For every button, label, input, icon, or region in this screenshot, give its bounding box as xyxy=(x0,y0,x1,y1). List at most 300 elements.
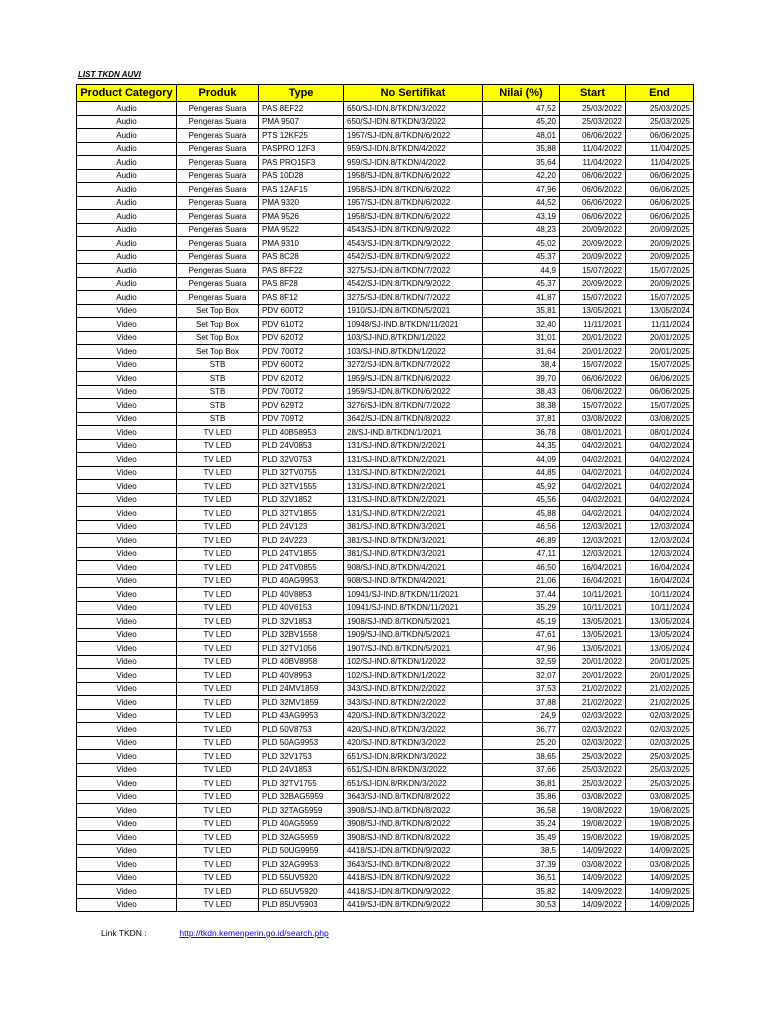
header-start: Start xyxy=(560,85,626,102)
cell-start: 12/03/2021 xyxy=(560,534,626,548)
cell-end: 02/03/2025 xyxy=(626,723,694,737)
cell-nilai: 35,81 xyxy=(483,304,560,318)
cell-end: 25/03/2025 xyxy=(626,777,694,791)
cell-nilai: 38,65 xyxy=(483,750,560,764)
cell-nilai: 47,11 xyxy=(483,547,560,561)
cell-category: Video xyxy=(77,426,177,440)
cell-produk: TV LED xyxy=(177,642,259,656)
cell-type: PLD 32TV1056 xyxy=(259,642,344,656)
cell-certificate: 1959/SJ-IDN.8/TKDN/6/2022 xyxy=(344,372,483,386)
cell-type: PLD 65UV5920 xyxy=(259,885,344,899)
table-row xyxy=(77,466,694,480)
cell-category: Video xyxy=(77,898,177,912)
table-row xyxy=(77,399,694,413)
cell-produk: TV LED xyxy=(177,817,259,831)
cell-start: 10/11/2021 xyxy=(560,601,626,615)
cell-produk: TV LED xyxy=(177,534,259,548)
cell-certificate: 908/SJ-IND.8/TKDN/4/2021 xyxy=(344,561,483,575)
cell-produk: Pengeras Suara xyxy=(177,264,259,278)
cell-type: PLD 32V1753 xyxy=(259,750,344,764)
cell-produk: TV LED xyxy=(177,439,259,453)
cell-end: 25/03/2025 xyxy=(626,750,694,764)
cell-type: PMA 9526 xyxy=(259,210,344,224)
cell-produk: TV LED xyxy=(177,547,259,561)
cell-start: 06/06/2022 xyxy=(560,196,626,210)
cell-produk: Pengeras Suara xyxy=(177,277,259,291)
cell-start: 12/03/2021 xyxy=(560,547,626,561)
cell-produk: TV LED xyxy=(177,736,259,750)
cell-type: PLD 40V8953 xyxy=(259,669,344,683)
cell-type: PLD 85UV5903 xyxy=(259,898,344,912)
cell-produk: Set Top Box xyxy=(177,304,259,318)
cell-start: 16/04/2021 xyxy=(560,574,626,588)
cell-category: Audio xyxy=(77,250,177,264)
cell-end: 25/03/2025 xyxy=(626,763,694,777)
cell-nilai: 38,5 xyxy=(483,844,560,858)
table-header xyxy=(77,85,694,102)
cell-category: Video xyxy=(77,466,177,480)
cell-end: 20/09/2025 xyxy=(626,223,694,237)
table-row xyxy=(77,628,694,642)
cell-end: 12/03/2024 xyxy=(626,534,694,548)
cell-start: 08/01/2021 xyxy=(560,426,626,440)
cell-category: Video xyxy=(77,723,177,737)
cell-category: Video xyxy=(77,601,177,615)
cell-produk: TV LED xyxy=(177,574,259,588)
cell-category: Video xyxy=(77,885,177,899)
table-row xyxy=(77,669,694,683)
header-row xyxy=(77,85,694,102)
cell-end: 03/08/2025 xyxy=(626,412,694,426)
cell-category: Audio xyxy=(77,169,177,183)
cell-certificate: 3275/SJ-IDN.8/TKDN/7/2022 xyxy=(344,291,483,305)
cell-end: 20/01/2025 xyxy=(626,345,694,359)
cell-type: PLD 32TV1555 xyxy=(259,480,344,494)
cell-type: PDV 629T2 xyxy=(259,399,344,413)
table-row xyxy=(77,250,694,264)
cell-category: Video xyxy=(77,669,177,683)
table-row xyxy=(77,736,694,750)
cell-certificate: 103/SJ-IND.8/TKDN/1/2022 xyxy=(344,331,483,345)
table-row xyxy=(77,763,694,777)
cell-category: Video xyxy=(77,736,177,750)
cell-category: Audio xyxy=(77,102,177,116)
cell-category: Video xyxy=(77,628,177,642)
table-row xyxy=(77,412,694,426)
cell-certificate: 3643/SJ-IND.8/TKDN/8/2022 xyxy=(344,790,483,804)
cell-end: 15/07/2025 xyxy=(626,264,694,278)
cell-certificate: 1959/SJ-IDN.8/TKDN/6/2022 xyxy=(344,385,483,399)
cell-nilai: 31,01 xyxy=(483,331,560,345)
cell-category: Video xyxy=(77,372,177,386)
cell-end: 21/02/2025 xyxy=(626,682,694,696)
table-row xyxy=(77,129,694,143)
cell-certificate: 10941/SJ-IND.8/TKDN/11/2021 xyxy=(344,588,483,602)
cell-start: 04/02/2021 xyxy=(560,466,626,480)
cell-certificate: 651/SJ-IDN.8/RKDN/3/2022 xyxy=(344,763,483,777)
cell-end: 20/01/2025 xyxy=(626,655,694,669)
cell-end: 04/02/2024 xyxy=(626,480,694,494)
cell-certificate: 651/SJ-IDN.8/RKDN/3/2022 xyxy=(344,750,483,764)
cell-nilai: 35,24 xyxy=(483,817,560,831)
cell-type: PLD 43AG9953 xyxy=(259,709,344,723)
cell-category: Video xyxy=(77,507,177,521)
cell-category: Video xyxy=(77,696,177,710)
cell-category: Video xyxy=(77,777,177,791)
cell-type: PLD 24MV1859 xyxy=(259,682,344,696)
cell-certificate: 343/SJ-IND.8/TKDN/2/2022 xyxy=(344,696,483,710)
cell-nilai: 35,49 xyxy=(483,831,560,845)
cell-category: Video xyxy=(77,858,177,872)
cell-end: 14/09/2025 xyxy=(626,898,694,912)
cell-start: 19/08/2022 xyxy=(560,817,626,831)
cell-nilai: 38,38 xyxy=(483,399,560,413)
cell-start: 25/03/2022 xyxy=(560,750,626,764)
cell-end: 20/09/2025 xyxy=(626,277,694,291)
cell-start: 06/06/2022 xyxy=(560,183,626,197)
table-row xyxy=(77,142,694,156)
cell-certificate: 131/SJ-IND.8/TKDN/2/2021 xyxy=(344,480,483,494)
cell-end: 11/11/2024 xyxy=(626,318,694,332)
cell-start: 06/06/2022 xyxy=(560,210,626,224)
table-row xyxy=(77,183,694,197)
cell-nilai: 36,51 xyxy=(483,871,560,885)
cell-certificate: 10941/SJ-IND.8/TKDN/11/2021 xyxy=(344,601,483,615)
cell-produk: Pengeras Suara xyxy=(177,183,259,197)
cell-certificate: 102/SJ-IND.8/TKDN/1/2022 xyxy=(344,669,483,683)
cell-nilai: 30,53 xyxy=(483,898,560,912)
cell-type: PDV 700T2 xyxy=(259,345,344,359)
cell-end: 12/03/2024 xyxy=(626,520,694,534)
header-produk: Produk xyxy=(177,85,259,102)
table-row xyxy=(77,426,694,440)
cell-produk: Pengeras Suara xyxy=(177,237,259,251)
table-row xyxy=(77,358,694,372)
cell-category: Audio xyxy=(77,210,177,224)
cell-type: PLD 55UV5920 xyxy=(259,871,344,885)
cell-produk: Pengeras Suara xyxy=(177,129,259,143)
cell-end: 04/02/2024 xyxy=(626,439,694,453)
cell-end: 06/06/2025 xyxy=(626,372,694,386)
cell-start: 20/09/2022 xyxy=(560,277,626,291)
cell-certificate: 1907/SJ-IND.8/TKDN/5/2021 xyxy=(344,642,483,656)
cell-nilai: 32,40 xyxy=(483,318,560,332)
cell-produk: TV LED xyxy=(177,777,259,791)
table-row xyxy=(77,547,694,561)
cell-type: PAS 8F28 xyxy=(259,277,344,291)
cell-end: 13/05/2024 xyxy=(626,615,694,629)
cell-end: 06/06/2025 xyxy=(626,196,694,210)
cell-type: PLD 24TV0855 xyxy=(259,561,344,575)
cell-start: 20/09/2022 xyxy=(560,223,626,237)
cell-start: 03/08/2022 xyxy=(560,412,626,426)
cell-certificate: 131/SJ-IND.8/TKDN/2/2021 xyxy=(344,439,483,453)
cell-category: Video xyxy=(77,588,177,602)
cell-category: Video xyxy=(77,763,177,777)
cell-start: 14/09/2022 xyxy=(560,844,626,858)
cell-category: Video xyxy=(77,385,177,399)
cell-nilai: 43,19 xyxy=(483,210,560,224)
table-row xyxy=(77,574,694,588)
cell-certificate: 3275/SJ-IDN.8/TKDN/7/2022 xyxy=(344,264,483,278)
cell-start: 15/07/2022 xyxy=(560,399,626,413)
cell-category: Video xyxy=(77,547,177,561)
cell-produk: STB xyxy=(177,385,259,399)
table-row xyxy=(77,493,694,507)
cell-category: Video xyxy=(77,561,177,575)
cell-nilai: 35,86 xyxy=(483,790,560,804)
cell-certificate: 4418/SJ-IDN.8/TKDN/9/2022 xyxy=(344,844,483,858)
cell-certificate: 131/SJ-IND.8/TKDN/2/2021 xyxy=(344,466,483,480)
table-row xyxy=(77,858,694,872)
cell-type: PAS 8EF22 xyxy=(259,102,344,116)
cell-produk: STB xyxy=(177,399,259,413)
cell-category: Audio xyxy=(77,183,177,197)
table-row xyxy=(77,831,694,845)
cell-end: 11/04/2025 xyxy=(626,156,694,170)
cell-end: 25/03/2025 xyxy=(626,102,694,116)
cell-certificate: 1958/SJ-IDN.8/TKDN/6/2022 xyxy=(344,169,483,183)
cell-type: PDV 700T2 xyxy=(259,385,344,399)
table-row xyxy=(77,898,694,912)
cell-type: PLD 40BV8958 xyxy=(259,655,344,669)
cell-type: PLD 32V1852 xyxy=(259,493,344,507)
cell-start: 15/07/2022 xyxy=(560,291,626,305)
cell-type: PAS 10D28 xyxy=(259,169,344,183)
cell-end: 19/08/2025 xyxy=(626,817,694,831)
cell-category: Audio xyxy=(77,237,177,251)
cell-certificate: 4542/SJ-IDN.8/TKDN/9/2022 xyxy=(344,277,483,291)
link-label: Link TKDN : xyxy=(101,928,147,938)
cell-start: 10/11/2021 xyxy=(560,588,626,602)
tkdn-link[interactable]: http://tkdn.kemenperin.go.id/search.php xyxy=(179,928,329,938)
cell-category: Audio xyxy=(77,264,177,278)
cell-nilai: 44,09 xyxy=(483,453,560,467)
cell-end: 16/04/2024 xyxy=(626,561,694,575)
cell-certificate: 4542/SJ-IDN.8/TKDN/9/2022 xyxy=(344,250,483,264)
cell-category: Video xyxy=(77,682,177,696)
cell-produk: Pengeras Suara xyxy=(177,223,259,237)
cell-start: 25/03/2022 xyxy=(560,115,626,129)
cell-certificate: 1908/SJ-IND.8/TKDN/5/2021 xyxy=(344,615,483,629)
cell-certificate: 1909/SJ-IND.8/TKDN/5/2021 xyxy=(344,628,483,642)
table-row xyxy=(77,102,694,116)
table-row xyxy=(77,871,694,885)
cell-type: PLD 50UG9959 xyxy=(259,844,344,858)
table-row xyxy=(77,642,694,656)
cell-produk: Pengeras Suara xyxy=(177,142,259,156)
cell-start: 03/08/2022 xyxy=(560,790,626,804)
cell-start: 13/05/2021 xyxy=(560,304,626,318)
table-row xyxy=(77,453,694,467)
table-row xyxy=(77,507,694,521)
cell-end: 19/08/2025 xyxy=(626,831,694,845)
cell-nilai: 45,19 xyxy=(483,615,560,629)
header-no-sertifikat: No Sertifikat xyxy=(344,85,483,102)
cell-certificate: 3908/SJ-IND.8/TKDN/8/2022 xyxy=(344,817,483,831)
cell-category: Video xyxy=(77,642,177,656)
cell-produk: TV LED xyxy=(177,615,259,629)
cell-start: 04/02/2021 xyxy=(560,493,626,507)
cell-type: PMA 9320 xyxy=(259,196,344,210)
cell-certificate: 420/SJ-IND.8/TKDN/3/2022 xyxy=(344,723,483,737)
cell-type: PLD 32AG5959 xyxy=(259,831,344,845)
cell-category: Audio xyxy=(77,223,177,237)
cell-start: 20/01/2022 xyxy=(560,345,626,359)
cell-certificate: 343/SJ-IND.8/TKDN/2/2022 xyxy=(344,682,483,696)
cell-nilai: 36,81 xyxy=(483,777,560,791)
cell-type: PTS 12KF25 xyxy=(259,129,344,143)
cell-type: PDV 709T2 xyxy=(259,412,344,426)
cell-produk: TV LED xyxy=(177,655,259,669)
cell-type: PLD 40AG9953 xyxy=(259,574,344,588)
table-row xyxy=(77,723,694,737)
cell-type: PLD 32MV1859 xyxy=(259,696,344,710)
cell-produk: Pengeras Suara xyxy=(177,169,259,183)
cell-certificate: 102/SJ-IND.8/TKDN/1/2022 xyxy=(344,655,483,669)
cell-type: PLD 32AG9953 xyxy=(259,858,344,872)
footer-link-row xyxy=(101,928,329,938)
cell-type: PLD 40AG5959 xyxy=(259,817,344,831)
cell-produk: TV LED xyxy=(177,493,259,507)
cell-end: 16/04/2024 xyxy=(626,574,694,588)
cell-start: 20/01/2022 xyxy=(560,331,626,345)
cell-end: 03/08/2025 xyxy=(626,790,694,804)
cell-category: Video xyxy=(77,412,177,426)
cell-start: 25/03/2022 xyxy=(560,777,626,791)
cell-end: 02/03/2025 xyxy=(626,736,694,750)
cell-produk: TV LED xyxy=(177,804,259,818)
table-row xyxy=(77,561,694,575)
cell-start: 19/08/2022 xyxy=(560,804,626,818)
cell-end: 04/02/2024 xyxy=(626,453,694,467)
cell-start: 11/04/2022 xyxy=(560,156,626,170)
cell-type: PDV 610T2 xyxy=(259,318,344,332)
cell-certificate: 4543/SJ-IDN.8/TKDN/9/2022 xyxy=(344,237,483,251)
table-row xyxy=(77,817,694,831)
table-row xyxy=(77,331,694,345)
table-row xyxy=(77,777,694,791)
cell-start: 15/07/2022 xyxy=(560,358,626,372)
cell-produk: Pengeras Suara xyxy=(177,210,259,224)
cell-nilai: 21,06 xyxy=(483,574,560,588)
cell-produk: TV LED xyxy=(177,466,259,480)
table-row xyxy=(77,237,694,251)
cell-type: PMA 9522 xyxy=(259,223,344,237)
cell-end: 06/06/2025 xyxy=(626,385,694,399)
table-row xyxy=(77,223,694,237)
cell-nilai: 44,9 xyxy=(483,264,560,278)
cell-type: PAS 8C28 xyxy=(259,250,344,264)
cell-nilai: 37,53 xyxy=(483,682,560,696)
cell-category: Video xyxy=(77,574,177,588)
table-row xyxy=(77,588,694,602)
cell-certificate: 131/SJ-IND.8/TKDN/2/2021 xyxy=(344,507,483,521)
cell-end: 06/06/2025 xyxy=(626,183,694,197)
cell-start: 04/02/2021 xyxy=(560,480,626,494)
cell-produk: TV LED xyxy=(177,750,259,764)
table-row xyxy=(77,318,694,332)
table-row xyxy=(77,480,694,494)
cell-type: PDV 600T2 xyxy=(259,358,344,372)
cell-category: Video xyxy=(77,493,177,507)
table-row xyxy=(77,291,694,305)
cell-produk: TV LED xyxy=(177,561,259,575)
cell-produk: TV LED xyxy=(177,682,259,696)
table-row xyxy=(77,655,694,669)
cell-category: Audio xyxy=(77,156,177,170)
cell-type: PAS 8F12 xyxy=(259,291,344,305)
table-row xyxy=(77,277,694,291)
cell-end: 06/06/2025 xyxy=(626,129,694,143)
cell-certificate: 3276/SJ-IDN.8/TKDN/7/2022 xyxy=(344,399,483,413)
cell-nilai: 46,50 xyxy=(483,561,560,575)
cell-nilai: 47,96 xyxy=(483,183,560,197)
cell-nilai: 25,20 xyxy=(483,736,560,750)
cell-start: 02/03/2022 xyxy=(560,723,626,737)
cell-nilai: 48,23 xyxy=(483,223,560,237)
cell-certificate: 650/SJ-IDN.8/TKDN/3/2022 xyxy=(344,102,483,116)
cell-nilai: 38,4 xyxy=(483,358,560,372)
cell-start: 12/03/2021 xyxy=(560,520,626,534)
cell-certificate: 1958/SJ-IDN.8/TKDN/6/2022 xyxy=(344,183,483,197)
cell-nilai: 44,85 xyxy=(483,466,560,480)
cell-type: PLD 24V1853 xyxy=(259,763,344,777)
table-row xyxy=(77,709,694,723)
table-row xyxy=(77,385,694,399)
cell-certificate: 1910/SJ-IDN.8/TKDN/5/2021 xyxy=(344,304,483,318)
cell-type: PLD 32TV0755 xyxy=(259,466,344,480)
cell-start: 16/04/2021 xyxy=(560,561,626,575)
cell-category: Video xyxy=(77,318,177,332)
cell-produk: Set Top Box xyxy=(177,318,259,332)
cell-certificate: 420/SJ-IND.8/TKDN/3/2022 xyxy=(344,709,483,723)
cell-end: 06/06/2025 xyxy=(626,210,694,224)
table-row xyxy=(77,750,694,764)
table-row xyxy=(77,115,694,129)
cell-type: PLD 40V6153 xyxy=(259,601,344,615)
cell-nilai: 45,92 xyxy=(483,480,560,494)
cell-start: 06/06/2022 xyxy=(560,385,626,399)
cell-type: PDV 620T2 xyxy=(259,372,344,386)
cell-produk: TV LED xyxy=(177,520,259,534)
cell-type: PLD 32TV1755 xyxy=(259,777,344,791)
table-row xyxy=(77,601,694,615)
cell-category: Video xyxy=(77,439,177,453)
cell-category: Video xyxy=(77,709,177,723)
cell-produk: Pengeras Suara xyxy=(177,250,259,264)
cell-end: 04/02/2024 xyxy=(626,466,694,480)
cell-start: 14/09/2022 xyxy=(560,885,626,899)
cell-end: 15/07/2025 xyxy=(626,358,694,372)
cell-certificate: 4419/SJ-IDN.8/TKDN/9/2022 xyxy=(344,898,483,912)
cell-produk: TV LED xyxy=(177,453,259,467)
cell-start: 02/03/2022 xyxy=(560,736,626,750)
cell-produk: TV LED xyxy=(177,480,259,494)
cell-start: 06/06/2022 xyxy=(560,129,626,143)
cell-certificate: 381/SJ-IND.8/TKDN/3/2021 xyxy=(344,534,483,548)
table-row xyxy=(77,696,694,710)
cell-end: 10/11/2024 xyxy=(626,601,694,615)
cell-certificate: 908/SJ-IND.8/TKDN/4/2021 xyxy=(344,574,483,588)
cell-end: 12/03/2024 xyxy=(626,547,694,561)
cell-end: 02/03/2025 xyxy=(626,709,694,723)
cell-start: 20/09/2022 xyxy=(560,250,626,264)
cell-end: 13/05/2024 xyxy=(626,628,694,642)
cell-start: 13/05/2021 xyxy=(560,642,626,656)
cell-produk: Pengeras Suara xyxy=(177,102,259,116)
table-body xyxy=(77,102,694,912)
